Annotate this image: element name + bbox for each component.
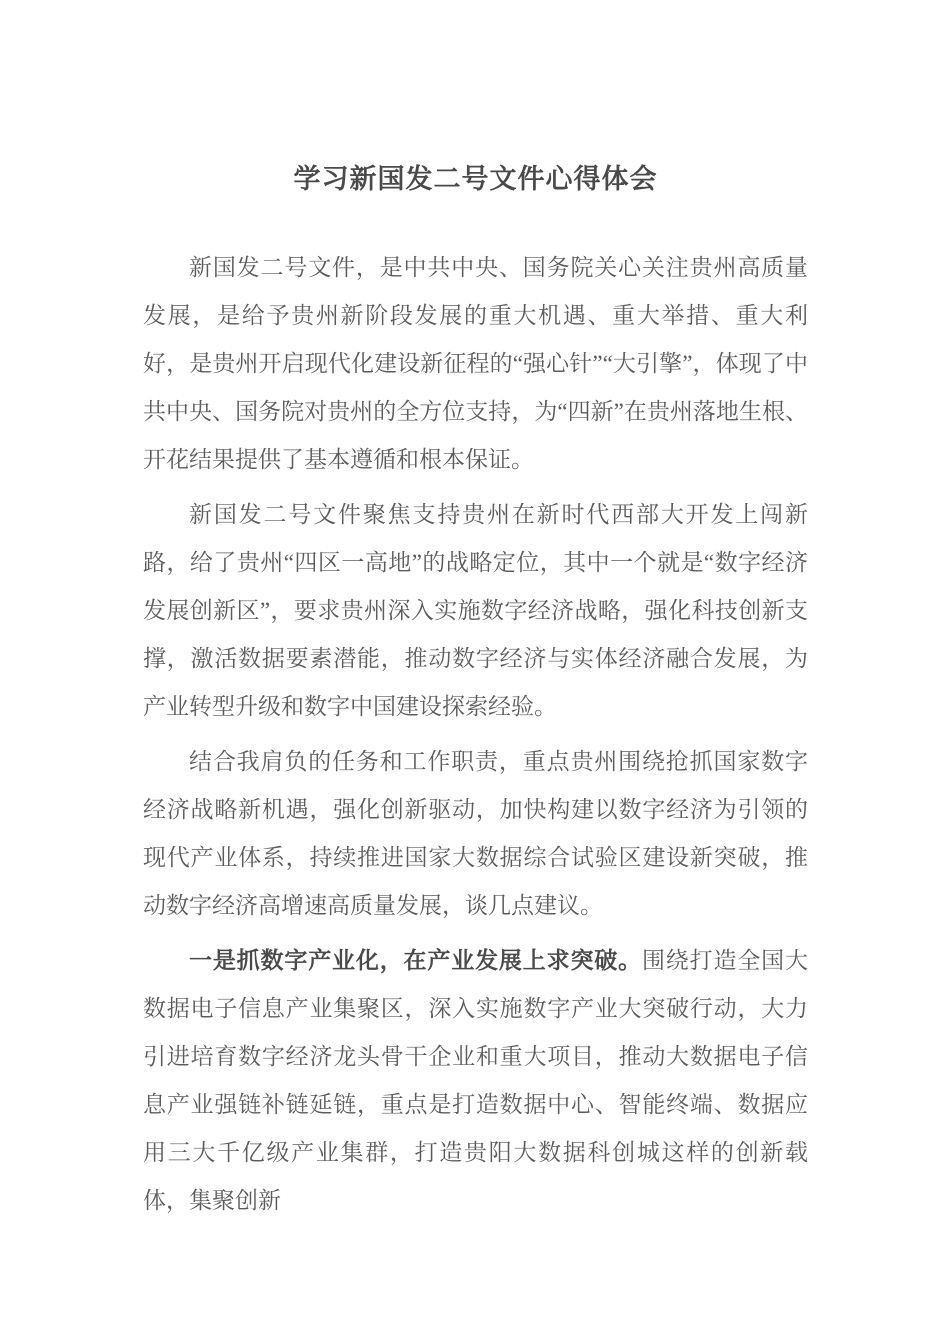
paragraph-4 bbox=[143, 937, 808, 1225]
paragraph-3: 结合我肩负的任务和工作职责，重点贵州围绕抢抓国家数字经济战略新机遇，强化创新驱动，加快构建以数字经济为引领的现代产业体系，持续推进国家大数据综合试验区建设新突破，推动数字经济高增速高质量发展，谈几点建议。 bbox=[143, 749, 808, 918]
paragraph-2: 新国发二号文件聚焦支持贵州在新时代西部大开发上闯新路，给了贵州“四区一高地”的战略定位，其中一个就是“数字经济发展创新区”，要求贵州深入实施数字经济战略，强化科技创新支撑，激活数据要素潜能，推动数字经济与实体经济融合发展，为产业转型升级和数字中国建设探索经验。 bbox=[143, 502, 808, 719]
paragraph-1: 新国发二号文件，是中共中央、国务院关心关注贵州高质量发展，是给予贵州新阶段发展的重大机遇、重大举措、重大利好，是贵州开启现代化建设新征程的“强心针”“大引擎”，体现了中共中央、国务院对贵州的全方位支持，为“四新”在贵州落地生根、开花结果提供了基本遵循和根本保证。 bbox=[143, 255, 808, 472]
document-title: 学习新国发二号文件心得体会 bbox=[293, 164, 658, 194]
paragraph-4-bold-lead: 一是抓数字产业化，在产业发展上求突破。 bbox=[189, 948, 642, 973]
paragraph-4-body: 围绕打造全国大数据电子信息产业集聚区，深入实施数字产业大突破行动，大力引进培育数字经济龙头骨干企业和重大项目，推动大数据电子信息产业强链补链延链，重点是打造数据中心、智能终端、数据应用三大千亿级产业集群，打造贵阳大数据科创城这样的创新载体，集聚创新 bbox=[143, 948, 809, 1213]
